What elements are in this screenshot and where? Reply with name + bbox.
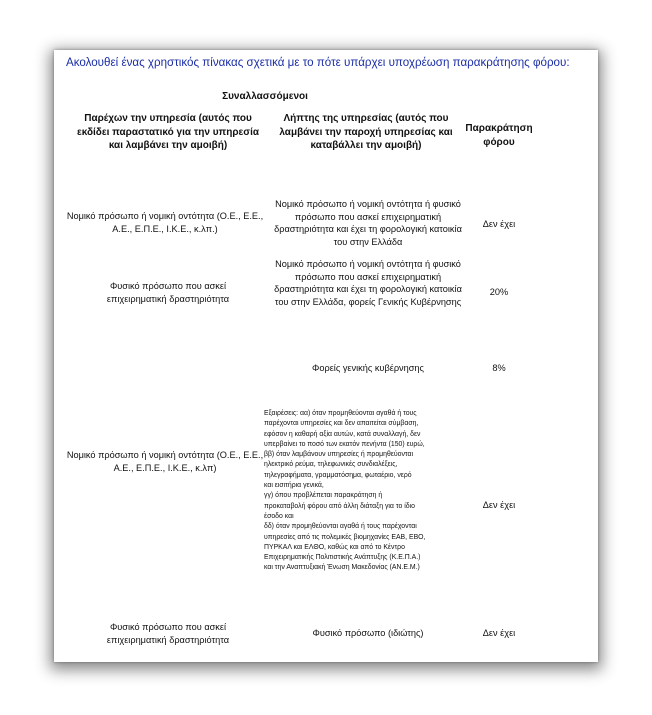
row-1-recipient: Νομικό πρόσωπο ή νομική οντότητα ή φυσικό πρόσωπο που ασκεί επιχειρηματική δραστηριότητα και έχει τη φορολογική κατοικία του στην Ελλάδα [274, 199, 462, 247]
row-2-withholding: 20% [489, 287, 509, 297]
header-withholding: Παρακράτηση φόρου [465, 123, 533, 148]
group-header: Συναλλασσόμενοι [222, 91, 308, 102]
intro-text: Ακολουθεί ένας χρηστικός πίνακας σχετικά με το πότε υπάρχει υποχρέωση παρακράτησης φόρου: [66, 56, 570, 69]
row-4-recipient-exceptions: Εξαιρέσεις: αα) όταν προμηθεύονται αγαθά ή τους παρέχονται υπηρεσίες και δεν απαιτείται σύμβαση, εφόσον η καθαρή αξία αυτών, κατά συναλλαγή, δεν υπερβαίνει το ποσό των εκατόν πενήντα (150) ευρώ, ββ) όταν λαμβάνουν υπηρεσίες ή προμηθεύονται ηλεκτρικό ρεύμα, τηλεφωνικές συνδιαλέξεις, τηλεγραφήματα, γραμματόσημα, φωταέριο, νερό και εισιτήρια γενικά, γγ) όπου προβλέπεται παρακράτηση ή προκαταβολή φόρου από άλλη διάταξη για το ίδιο έσοδο και δδ) όταν προμηθεύονται αγαθά ή τους παρέχονται υπηρεσίες από τις πολεμικές βιομηχανίες ΕΑΒ, ΕΒΟ, ΠΥΡΚΑΛ και ΕΛΘΟ, καθώς και από το Κέντρο Επιχειρηματικής Πολιτιστικής Ανάπτυξης (Κ.Ε.Π.Α.) και την Αναπτυξιακή Ένωση Μακεδονίας (ΑΝ.Ε.Μ.) [264, 410, 426, 572]
row-5-recipient: Φυσικό πρόσωπο (ιδιώτης) [312, 628, 424, 638]
row-2-recipient: Νομικό πρόσωπο ή νομική οντότητα ή φυσικό πρόσωπο που ασκεί επιχειρηματική δραστηριότητα και έχει τη φορολογική κατοικία του στην Ελλάδα, φορείς Γενικής Κυβέρνησης [274, 259, 462, 307]
row-5-provider: Φυσικό πρόσωπο που ασκεί επιχειρηματική δραστηριότητα [106, 622, 230, 645]
row-2-provider: Φυσικό πρόσωπο που ασκεί επιχειρηματική δραστηριότητα [106, 281, 230, 304]
header-recipient: Λήπτης της υπηρεσίας (αυτός που λαμβάνει την παροχή υπηρεσίας και καταβάλλει την αμοιβή) [279, 113, 453, 152]
header-provider: Παρέχων την υπηρεσία (αυτός που εκδίδει παραστατικό για την υπηρεσία και λαμβάνει την αμοιβή) [76, 113, 260, 152]
row-1-withholding: Δεν έχει [482, 219, 516, 229]
row-4-provider: Νομικό πρόσωπο ή νομική οντότητα (Ο.Ε., Ε.Ε., Α.Ε., Ε.Π.Ε., Ι.Κ.Ε., κ.λπ) [66, 450, 264, 473]
row-4-withholding: Δεν έχει [482, 500, 516, 510]
row-3-withholding: 8% [492, 363, 506, 373]
row-5-withholding: Δεν έχει [482, 628, 516, 638]
row-1-provider: Νομικό πρόσωπο ή νομική οντότητα (Ο.Ε., Ε.Ε., Α.Ε., Ε.Π.Ε., Ι.Κ.Ε., κ.λπ.) [66, 211, 264, 234]
row-3-recipient: Φορείς γενικής κυβέρνησης [312, 363, 424, 373]
